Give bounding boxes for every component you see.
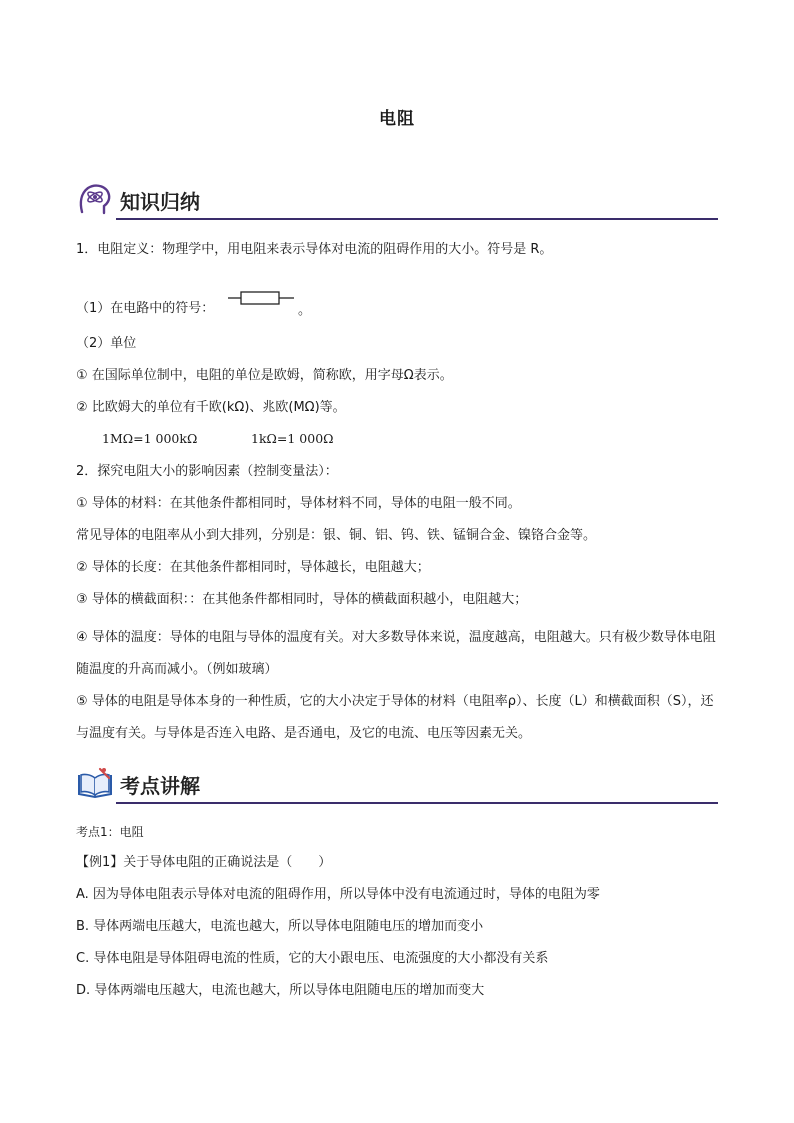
factor-area: ③ 导体的横截面积：：在其他条件都相同时，导体的横截面积越小，电阻越大； — [76, 592, 528, 607]
unit-paragraph-1: ① 在国际单位制中，电阻的单位是欧姆，简称欧，用字母Ω表示。 — [76, 368, 453, 383]
unit-paragraph-2: ② 比欧姆大的单位有千欧(kΩ)、兆欧(MΩ)等。 — [76, 400, 346, 415]
section-heading-knowledge: 知识归纳 — [120, 190, 200, 214]
factor-temperature: ④ 导体的温度：导体的电阻与导体的温度有关。对大多数导体来说，温度越高，电阻越大。只有极少数导体电阻随温度的升高而减小。（例如玻璃） — [76, 630, 716, 677]
section-divider — [116, 802, 718, 804]
section-divider — [116, 218, 718, 220]
symbol-line — [76, 299, 214, 319]
factor-length: ② 导体的长度：在其他条件都相同时，导体越长，电阻越大； — [76, 560, 430, 575]
key-point-label: 考点1：电阻 — [76, 825, 144, 839]
factors-heading: 2．探究电阻大小的影响因素（控制变量法）： — [76, 464, 338, 479]
unit-formula-2: 1kΩ=1 000Ω — [251, 431, 334, 446]
atom-head-icon — [76, 182, 114, 216]
symbol-suffix: 。 — [298, 303, 312, 318]
section-heading-explanation: 考点讲解 — [120, 774, 200, 798]
unit-heading: （2）单位 — [76, 336, 137, 351]
example-question: 【例1】关于导体电阻的正确说法是（ ） — [76, 855, 332, 870]
page-title: 电阻 — [379, 109, 415, 129]
open-book-icon — [76, 766, 114, 800]
option-a: A. 因为导体电阻表示导体对电流的阻碍作用，所以导体中没有电流通过时，导体的电阻为零 — [76, 887, 600, 902]
resistance-property: ⑤ 导体的电阻是导体本身的一种性质，它的大小决定于导体的材料（电阻率ρ）、长度（L）和横截面积（S），还与温度有关。与导体是否连入电路、是否通电，及它的电流、电压等因素无关。 — [76, 694, 714, 741]
section-header-knowledge — [76, 180, 718, 220]
option-c: C. 导体电阻是导体阻碍电流的性质，它的大小跟电压、电流强度的大小都没有关系 — [76, 951, 549, 966]
resistor-symbol-icon — [228, 290, 294, 306]
unit-formula-1: 1MΩ=1 000kΩ — [102, 431, 198, 446]
definition-paragraph: 1．电阻定义：物理学中，用电阻来表示导体对电流的阻碍作用的大小。符号是 R。 — [76, 242, 553, 257]
option-b: B. 导体两端电压越大，电流也越大，所以导体电阻随电压的增加而变小 — [76, 919, 484, 934]
option-d: D. 导体两端电压越大，电流也越大，所以导体电阻随电压的增加而变大 — [76, 983, 485, 998]
symbol-label: （1）在电路中的符号： — [76, 301, 215, 316]
section-header-explanation — [76, 764, 718, 804]
factor-material: ① 导体的材料：在其他条件都相同时，导体材料不同，导体的电阻一般不同。 — [76, 496, 521, 511]
resistivity-order: 常见导体的电阻率从小到大排列，分别是：银、铜、铝、钨、铁、锰铜合金、镍铬合金等。 — [76, 528, 597, 543]
